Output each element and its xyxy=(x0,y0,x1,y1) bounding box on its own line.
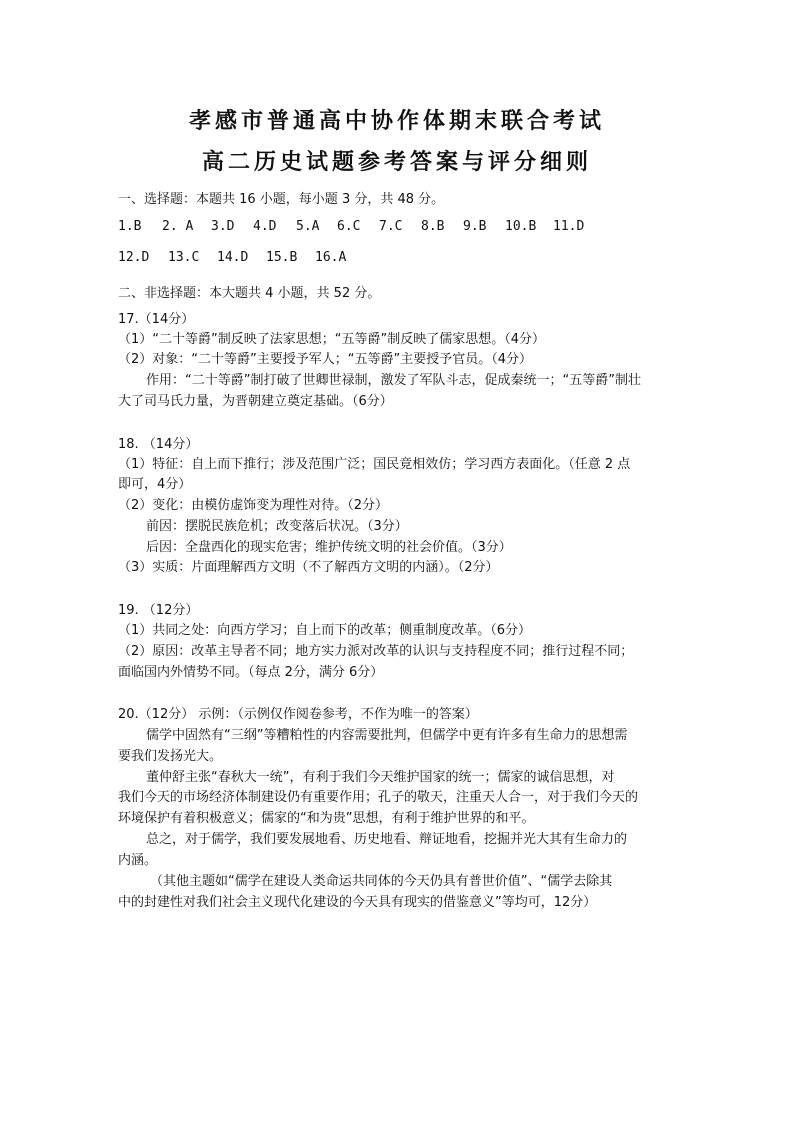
answer-item: 9.B xyxy=(463,219,487,234)
q18-line: （3）实质：片面理解西方文明（不了解西方文明的内涵）。（2分） xyxy=(118,560,499,575)
q18-line: （2）变化：由模仿虚饰变为理性对待。（2分） xyxy=(118,498,389,513)
q19-line: （1）共同之处：向西方学习；自上而下的改革；侧重制度改革。（6分） xyxy=(118,623,532,638)
q18-line: 后因：全盘西化的现实危害；维护传统文明的社会价值。（3分） xyxy=(146,540,512,555)
q20-line: （其他主题如“儒学在建设人类命运共同体的今天仍具有普世价值”、“儒学去除其 xyxy=(150,874,613,889)
q18-line: （1）特征：自上而下推行；涉及范围广泛；国民竟相效仿；学习西方表面化。（任意 2 点 xyxy=(118,457,631,472)
q20-line: 要我们发扬光大。 xyxy=(118,749,223,764)
answer-item: 10.B xyxy=(505,219,537,234)
answer-item: 8.B xyxy=(421,219,445,234)
q20-line: 我们今天的市场经济体制建设仍有重要作用；孔子的敬天，注重天人合一，对于我们今天的 xyxy=(118,790,639,805)
q17-line: （2）对象：“二十等爵”主要授予军人；“五等爵”主要授予官员。（4分） xyxy=(118,352,532,367)
q18-header: 18. （14分） xyxy=(118,437,199,452)
answer-item: 13.C xyxy=(168,250,200,265)
answer-item: 6.C xyxy=(337,219,361,234)
q20-line: 内涵。 xyxy=(118,853,158,868)
answer-item: 4.D xyxy=(253,219,277,234)
section2-heading: 二、非选择题：本大题共 4 小题，共 52 分。 xyxy=(118,286,381,301)
q17-header: 17.（14分） xyxy=(118,312,195,327)
answer-item: 3.D xyxy=(211,219,235,234)
q20-line: 环境保护有着积极意义；儒家的“和为贵”思想，有利于维护世界的和平。 xyxy=(118,811,535,826)
answer-item: 12.D xyxy=(118,250,150,265)
q19-header: 19. （12分） xyxy=(118,603,199,618)
q20-header: 20.（12分） 示例：（示例仅作阅卷参考，不作为唯一的答案） xyxy=(118,707,478,722)
answer-item: 16.A xyxy=(315,250,347,265)
q17-line: （1）“二十等爵”制反映了法家思想；“五等爵”制反映了儒家思想。（4分） xyxy=(118,332,545,347)
answer-item: 1.B xyxy=(118,219,142,234)
answer-item: 11.D xyxy=(553,219,585,234)
q20-line: 中的封建性对我们社会主义现代化建设的今天具有现实的借鉴意义”等均可，12分） xyxy=(118,895,597,910)
q18-line: 前因：摆脱民族危机；改变落后状况。（3分） xyxy=(146,519,408,534)
exam-title: 孝感市普通高中协作体期末联合考试 xyxy=(188,108,605,134)
answer-item: 2. A xyxy=(162,219,194,234)
q19-line: 面临国内外情势不同。（每点 2分，满分 6分） xyxy=(118,665,384,680)
section1-heading: 一、选择题：本题共 16 小题，每小题 3 分，共 48 分。 xyxy=(118,192,445,207)
answer-item: 14.D xyxy=(217,250,249,265)
answer-item: 15.B xyxy=(266,250,298,265)
q19-line: （2）原因：改革主导者不同；地方实力派对改革的认识与支持程度不同；推行过程不同； xyxy=(118,644,634,659)
q17-line: 大了司马氏力量，为晋朝建立奠定基础。（6分） xyxy=(118,394,393,409)
q17-line: 作用：“二十等爵”制打破了世卿世禄制，激发了军队斗志，促成秦统一；“五等爵”制壮 xyxy=(146,373,641,388)
q18-line: 即可，4分） xyxy=(118,477,192,492)
answer-item: 7.C xyxy=(379,219,403,234)
answer-key-title: 高二历史试题参考答案与评分细则 xyxy=(201,149,592,175)
q20-line: 董仲舒主张“春秋大一统”，有利于我们今天维护国家的统一；儒家的诚信思想，对 xyxy=(146,770,615,785)
q20-line: 儒学中固然有“三纲”等糟粕性的内容需要批判，但儒学中更有许多有生命力的思想需 xyxy=(146,728,628,743)
q20-line: 总之，对于儒学，我们要发展地看、历史地看、辩证地看，挖掘并光大其有生命力的 xyxy=(146,832,628,847)
answer-item: 5.A xyxy=(296,219,320,234)
